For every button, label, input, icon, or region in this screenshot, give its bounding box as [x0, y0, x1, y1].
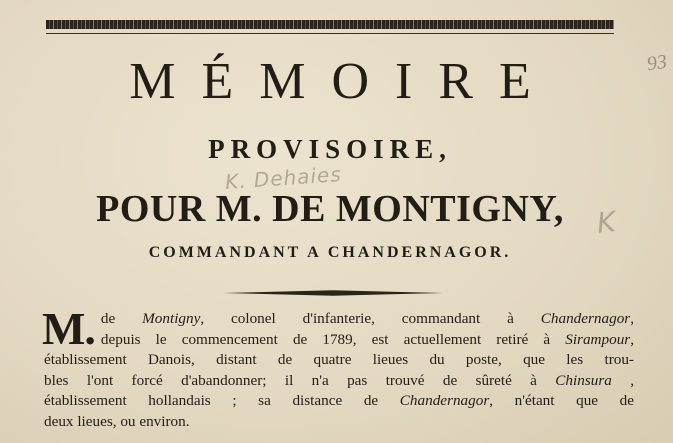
text-run: depuis le commencement de 1789, est actuellement retiré à: [100, 330, 566, 348]
document-subtitle: PROVISOIRE,: [208, 134, 452, 164]
text-run: établissement Danois, distant de quatre lieues du poste, que les trou-: [44, 351, 634, 368]
ornament-rule-icon: [223, 290, 443, 296]
italic-run: Chinsura: [555, 371, 612, 389]
text-run: ,: [630, 310, 634, 327]
text-run: ,: [630, 330, 634, 348]
text-run: ,: [611, 371, 635, 389]
text-run: établissement hollandais ; sa distance de: [44, 392, 400, 409]
top-thin-rule: [46, 33, 614, 34]
body-line-2: [44, 330, 634, 351]
text-run: de: [100, 310, 143, 327]
document-heading: POUR M. DE MONTIGNY,: [96, 188, 564, 230]
top-ornamental-rule: [46, 20, 614, 29]
body-line-3: [44, 350, 634, 371]
margin-page-number: 93: [645, 50, 669, 76]
body-line-4: [44, 371, 634, 392]
italic-run: Montigny: [142, 310, 201, 327]
dropcap-letter: M.: [42, 303, 95, 354]
body-line-1: [44, 309, 634, 330]
document-title: MÉMOIRE: [129, 53, 557, 110]
italic-run: Sirampour: [565, 330, 631, 348]
italic-run: Chandernagor: [540, 310, 631, 327]
body-line-5: [44, 391, 634, 412]
pencil-annotation-name: K. Dehaies: [224, 161, 343, 195]
text-run: bles l'ont forcé d'abandonner; il n'a pas trouvé de sûreté à: [44, 371, 556, 389]
text-run: , colonel d'infanterie, commandant à: [200, 310, 541, 327]
body-line-6: [44, 412, 634, 433]
text-run: deux lieues, ou environ.: [44, 412, 190, 430]
document-subheading: COMMANDANT A CHANDERNAGOR.: [148, 244, 512, 261]
italic-run: Chandernagor: [399, 392, 490, 409]
pencil-annotation-mark: K: [595, 205, 618, 240]
body-paragraph: [42, 303, 635, 432]
text-run: , n'étant que de: [489, 392, 634, 409]
